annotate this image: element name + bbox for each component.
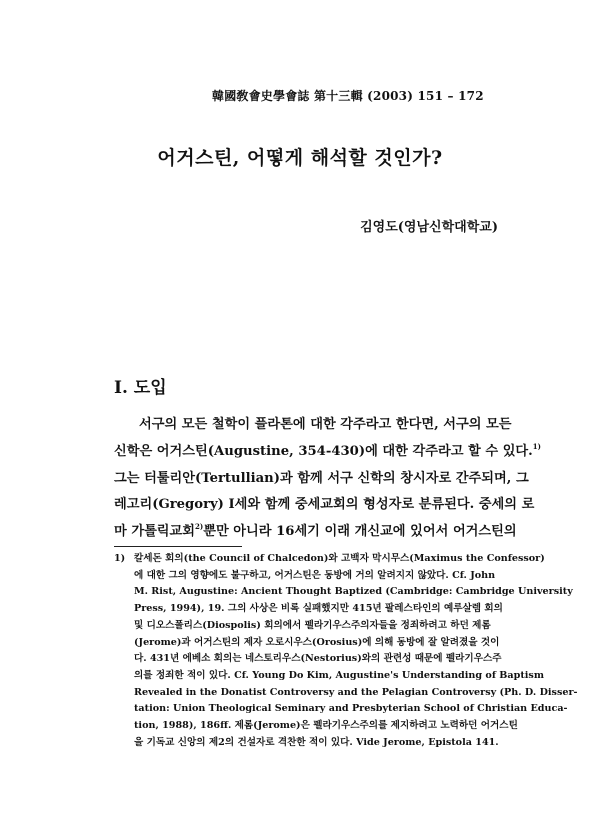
footnote-line: M. Rist, Augustine: Ancient Thought Baptized (Cambridge: Cambridge University	[134, 586, 573, 598]
footnote-line: 칼세돈 회의(the Council of Chalcedon)와 고백자 막시무스(Maximus the Confessor)	[134, 553, 545, 564]
footnote-block	[114, 551, 578, 751]
footnote-number: 1)	[114, 553, 126, 564]
body-paragraph	[114, 412, 541, 546]
footnote-continuation	[114, 568, 578, 752]
running-head: 韓國敎會史學會誌 第十三輯 (2003) 151 – 172	[212, 89, 484, 103]
footnote-line: 을 기독교 신앙의 제2의 건설자로 격찬한 적이 있다. Vide Jerome, Epistola 141.	[134, 736, 499, 748]
footnote-mark[interactable]: 2)	[195, 522, 204, 532]
footnote-entry	[114, 551, 545, 568]
body-line: 레고리(Gregory) I세와 함께 중세교회의 형성자로 분류된다. 중세의 로	[114, 497, 535, 513]
body-line: 서구의 모든 철학이 플라톤에 대한 각주라고 한다면, 서구의 모든	[139, 417, 512, 432]
footnote-mark[interactable]: 1)	[532, 441, 541, 451]
body-line: 그는 터툴리안(Tertullian)과 함께 서구 신학의 창시자로 간주되며, 그	[114, 470, 529, 486]
footnote-line: 다. 431년 에베소 회의는 네스토리우스(Nestorius)와의 관련성 때문에 펠라기우스주	[134, 653, 502, 665]
footnote-separator	[114, 546, 242, 547]
article-title: 어거스틴, 어떻게 해석할 것인가?	[157, 147, 443, 169]
body-line: 신학은 어거스틴(Augustine, 354-430)에 대한 각주라고 할 수 있다.$^{1)}$	[114, 441, 541, 459]
body-line: 마 가톨릭교회$^{2)}$뿐만 아니라 16세기 이래 개신교에 있어서 어거스틴의	[114, 522, 517, 540]
author-affiliation: 김영도(영남신학대학교)	[360, 220, 498, 235]
footnote-line: 에 대한 그의 영향에도 불구하고, 어거스틴은 동방에 거의 알려지지 않았다. Cf. John	[134, 569, 496, 581]
section-heading: I. 도입	[114, 378, 167, 398]
footnote-line: 및 디오스폴리스(Diospolis) 회의에서 펠라기우스주의자들을 정죄하려고 하던 제롬	[134, 619, 491, 631]
footnote-line: Revealed in the Donatist Controversy and the Pelagian Controversy (Ph. D. Disser-	[134, 686, 578, 698]
footnote-line: (Jerome)과 어거스틴의 제자 오로시우스(Orosius)에 의해 동방에 잘 알려졌을 것이	[134, 636, 500, 648]
footnote-line: Press, 1994), 19. 그의 사상은 비록 실패했지만 415년 팔레스타인의 예루살렘 회의	[134, 603, 503, 615]
footnote-line: 의를 정죄한 적이 있다. Cf. Young Do Kim, Augustine's Understanding of Baptism	[134, 669, 544, 681]
footnote-line: tion, 1988), 186ff. 제롬(Jerome)은 펠라기우스주의를 제지하려고 노력하던 어거스틴	[134, 720, 518, 732]
footnote-line: tation: Union Theological Seminary and Presbyterian School of Christian Educa-	[134, 703, 568, 715]
